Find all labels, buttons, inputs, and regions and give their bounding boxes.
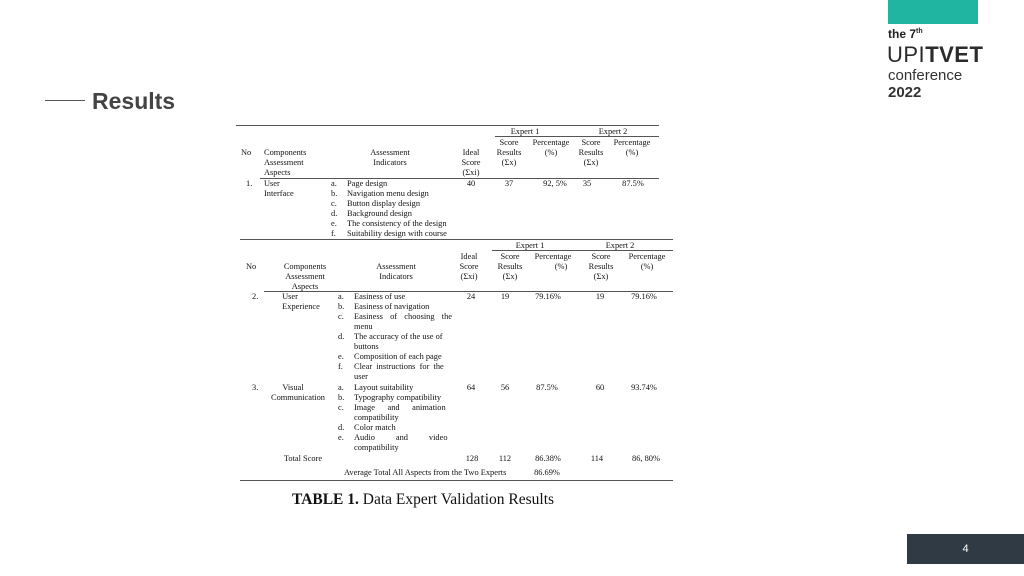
no-header: No xyxy=(241,148,252,157)
indicator-key: e. xyxy=(338,352,344,361)
indicator-key: b. xyxy=(338,302,345,311)
components-header: Aspects xyxy=(264,168,291,177)
expert2-score-header: Results xyxy=(588,262,614,271)
expert2-percentage-value: 93.74% xyxy=(631,383,657,392)
components-header: Aspects xyxy=(291,282,319,291)
table-rule xyxy=(240,480,673,481)
indicator-text: menu xyxy=(354,322,373,331)
ideal-score-header: Ideal xyxy=(462,148,480,157)
indicator-key: f. xyxy=(338,362,343,371)
average-value: 86.69% xyxy=(534,468,560,477)
total-score-label: Total Score xyxy=(283,454,323,463)
indicator-key: d. xyxy=(338,332,345,341)
expert1-score-value: 56 xyxy=(500,383,510,392)
ideal-score-header: (Σxi) xyxy=(462,168,480,177)
expert2-percentage-header: Percentage xyxy=(613,138,651,147)
expert1-score-header: Score xyxy=(499,138,519,147)
indicator-text: Color match xyxy=(354,423,396,432)
expert1-percentage-header: Percentage xyxy=(534,252,572,261)
indicator-key: e. xyxy=(338,433,344,442)
indicator-text: buttons xyxy=(354,342,379,351)
component-name: Interface xyxy=(264,189,294,198)
indicators-header: Indicators xyxy=(379,272,413,281)
indicator-text: Audio and video xyxy=(354,433,448,442)
expert1-percentage-value: 87.5% xyxy=(536,383,558,392)
total-ideal-value: 128 xyxy=(465,454,479,463)
total-expert1-score: 112 xyxy=(498,454,512,463)
table-rule xyxy=(240,239,673,240)
expert1-score-header: Score xyxy=(500,252,520,261)
expert2-percentage-value: 79.16% xyxy=(631,292,657,301)
indicator-text: Button display design xyxy=(347,199,421,208)
indicator-text: compatibility xyxy=(354,443,399,452)
expert2-score-header: (Σx) xyxy=(583,158,599,167)
no-header: No xyxy=(246,262,257,271)
indicator-key: c. xyxy=(338,403,344,412)
page-number: 4 xyxy=(962,543,969,555)
expert2-score-header: Score xyxy=(581,138,601,147)
expert1-percentage-value: 79.16% xyxy=(535,292,561,301)
indicator-text: Easiness of choosing the xyxy=(354,312,452,321)
indicator-text: Navigation menu design xyxy=(347,189,429,198)
conference-logo-year: 2022 xyxy=(888,84,922,101)
indicator-key: d. xyxy=(338,423,345,432)
indicator-key: f. xyxy=(331,229,336,238)
expert1-percentage-header: (%) xyxy=(554,262,568,271)
indicator-text: Typography compatibility xyxy=(354,393,442,402)
indicator-text: The consistency of the design xyxy=(347,219,447,228)
table-rule xyxy=(236,125,659,126)
indicator-text: Easiness of navigation xyxy=(354,302,430,311)
expert2-percentage-header: Percentage xyxy=(628,252,666,261)
row-number: 3. xyxy=(252,383,259,392)
total-expert2-percentage: 86, 80% xyxy=(632,454,660,463)
component-name: Experience xyxy=(282,302,320,311)
components-header: Assessment xyxy=(285,272,325,281)
conference-logo-edition: the 7th xyxy=(888,27,923,41)
expert1-score-header: Results xyxy=(497,262,523,271)
row-number: 1. xyxy=(246,179,253,188)
brand-accent-bar xyxy=(888,0,978,24)
expert2-percentage-header: (%) xyxy=(640,262,654,271)
indicator-text: Page design xyxy=(347,179,388,188)
total-expert2-score: 114 xyxy=(590,454,604,463)
indicator-key: a. xyxy=(338,292,344,301)
indicator-text: Layout suitability xyxy=(354,383,414,392)
indicator-text: Clear instructions for the xyxy=(354,362,444,371)
expert2-header: Expert 2 xyxy=(598,127,628,136)
conference-logo-name: UPITVET xyxy=(887,42,984,67)
components-header: Assessment xyxy=(264,158,304,167)
expert1-percentage-header: (%) xyxy=(544,148,558,157)
indicator-key: c. xyxy=(331,199,337,208)
indicator-text: Composition of each page xyxy=(354,352,442,361)
ideal-score-header: Ideal xyxy=(460,252,478,261)
indicator-key: a. xyxy=(338,383,344,392)
indicator-key: a. xyxy=(331,179,337,188)
table-rule xyxy=(260,178,659,179)
expert1-percentage-value: 92, 5% xyxy=(543,179,567,188)
indicator-text: Easiness of use xyxy=(354,292,406,301)
ideal-score-value: 40 xyxy=(466,179,476,188)
indicators-header: Indicators xyxy=(373,158,407,167)
components-header: Components xyxy=(264,148,307,157)
total-expert1-percentage: 86.38% xyxy=(535,454,561,463)
expert1-score-value: 37 xyxy=(504,179,514,188)
indicator-key: b. xyxy=(338,393,345,402)
indicator-key: d. xyxy=(331,209,338,218)
expert1-score-value: 19 xyxy=(500,292,510,301)
expert2-percentage-value: 87.5% xyxy=(622,179,644,188)
average-label: Average Total All Aspects from the Two Experts xyxy=(344,468,507,477)
expert2-score-value: 19 xyxy=(595,292,605,301)
ideal-score-value: 64 xyxy=(466,383,476,392)
component-name: Communication xyxy=(271,393,325,402)
component-name: Visual xyxy=(282,383,304,392)
component-name: User xyxy=(282,292,298,301)
expert1-score-header: (Σx) xyxy=(501,158,517,167)
slide-title: Results xyxy=(92,88,176,114)
components-header: Components xyxy=(283,262,327,271)
expert2-score-header: (Σx) xyxy=(593,272,609,281)
indicator-text: The accuracy of the use of xyxy=(354,332,443,341)
row-number: 2. xyxy=(252,292,259,301)
expert2-score-value: 60 xyxy=(595,383,605,392)
indicator-text: Suitability design with course xyxy=(347,229,447,238)
expert1-header: Expert 1 xyxy=(510,127,540,136)
expert2-score-value: 35 xyxy=(582,179,592,188)
indicator-key: c. xyxy=(338,312,344,321)
ideal-score-header: Score xyxy=(461,158,481,167)
indicator-text: compatibility xyxy=(354,413,399,422)
ideal-score-header: Score xyxy=(459,262,479,271)
title-rule xyxy=(45,100,85,101)
expert1-score-header: Results xyxy=(496,148,522,157)
conference-logo-word: conference xyxy=(888,67,963,84)
ideal-score-value: 24 xyxy=(466,292,476,301)
indicators-header: Assessment xyxy=(376,262,416,271)
expert2-score-header: Score xyxy=(591,252,611,261)
ideal-score-header: (Σxi) xyxy=(460,272,478,281)
table-caption: TABLE 1. Data Expert Validation Results xyxy=(292,491,555,508)
indicator-text: Background design xyxy=(347,209,412,218)
expert1-score-header: (Σx) xyxy=(502,272,518,281)
indicator-key: e. xyxy=(331,219,337,228)
expert1-header: Expert 1 xyxy=(515,241,545,250)
expert2-header: Expert 2 xyxy=(605,241,635,250)
indicators-header: Assessment xyxy=(370,148,410,157)
expert2-score-header: Results xyxy=(578,148,604,157)
expert2-percentage-header: (%) xyxy=(625,148,639,157)
indicator-key: b. xyxy=(331,189,338,198)
component-name: User xyxy=(264,179,280,188)
indicator-text: user xyxy=(354,372,368,381)
expert1-percentage-header: Percentage xyxy=(532,138,570,147)
indicator-text: Image and animation xyxy=(354,403,446,412)
